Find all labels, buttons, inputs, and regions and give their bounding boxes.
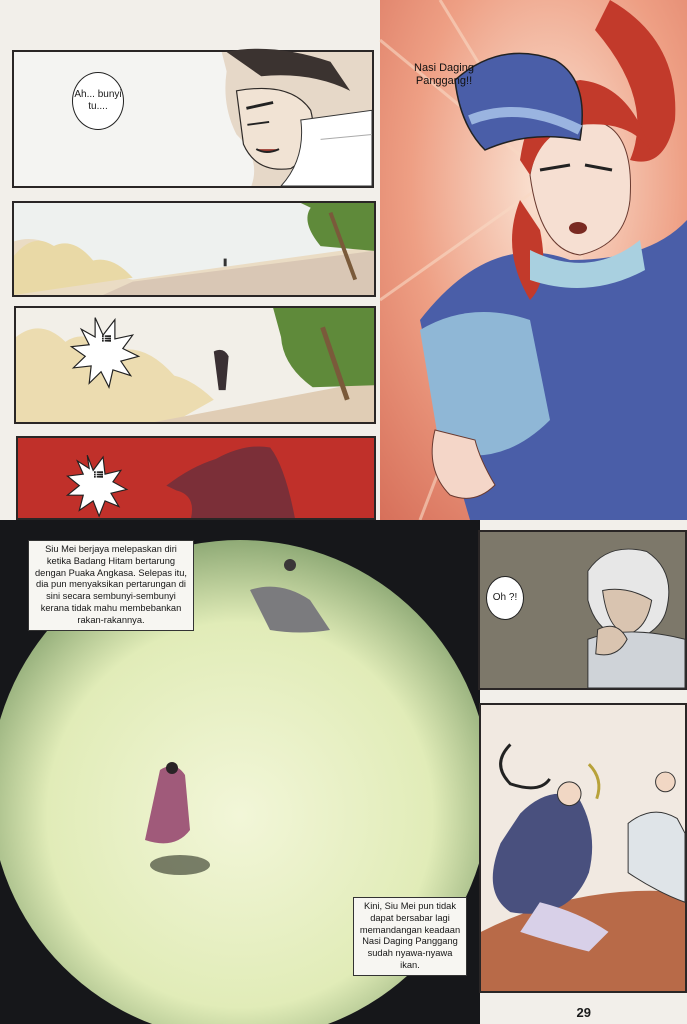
- burst-exclamation: !!!: [99, 334, 114, 341]
- panel-dust-burst: [14, 306, 376, 424]
- speech-text: Nasi Daging Panggang!!: [414, 62, 474, 87]
- speech-text: Ah... bunyi tu....: [74, 89, 122, 112]
- dust-burst-illustration: [16, 308, 374, 422]
- attack-illustration: [481, 705, 685, 991]
- caption-text: Siu Mei berjaya melepaskan diri ketika Badang Hitam bertarung dengan Puaka Angkasa. Selepas itu, dia pun menyaksikan pertarungan di sini secara sembunyi-sembunyi kerana tidak mahu membebankan rakan-rakannya.: [35, 544, 187, 625]
- panel-siu-mei-closeup: [380, 0, 687, 520]
- narration-caption: [28, 540, 194, 631]
- panel-man-closeup: [12, 50, 374, 188]
- man-face-illustration: [14, 52, 372, 186]
- caption-text: Kini, Siu Mei pun tidak dapat bersabar lagi memandangan keadaan Nasi Daging Panggang sudah nyawa-nyawa ikan.: [359, 901, 461, 970]
- speech-bubble: [486, 576, 524, 620]
- silhouette-illustration: [18, 438, 374, 518]
- narration-caption: [353, 897, 467, 976]
- landscape-illustration: [14, 203, 374, 295]
- panel-red-silhouette: [16, 436, 376, 520]
- speech-burst: [398, 62, 490, 88]
- panel-old-man-reaction: [478, 530, 687, 690]
- panel-dust-landscape: [12, 201, 376, 297]
- burst-exclamation: !!!: [91, 470, 106, 477]
- page-number: 29: [576, 1005, 591, 1020]
- panel-siu-mei-attack: [359, 703, 687, 993]
- speech-bubble: [72, 72, 124, 130]
- speech-text: Oh ?!: [492, 592, 518, 603]
